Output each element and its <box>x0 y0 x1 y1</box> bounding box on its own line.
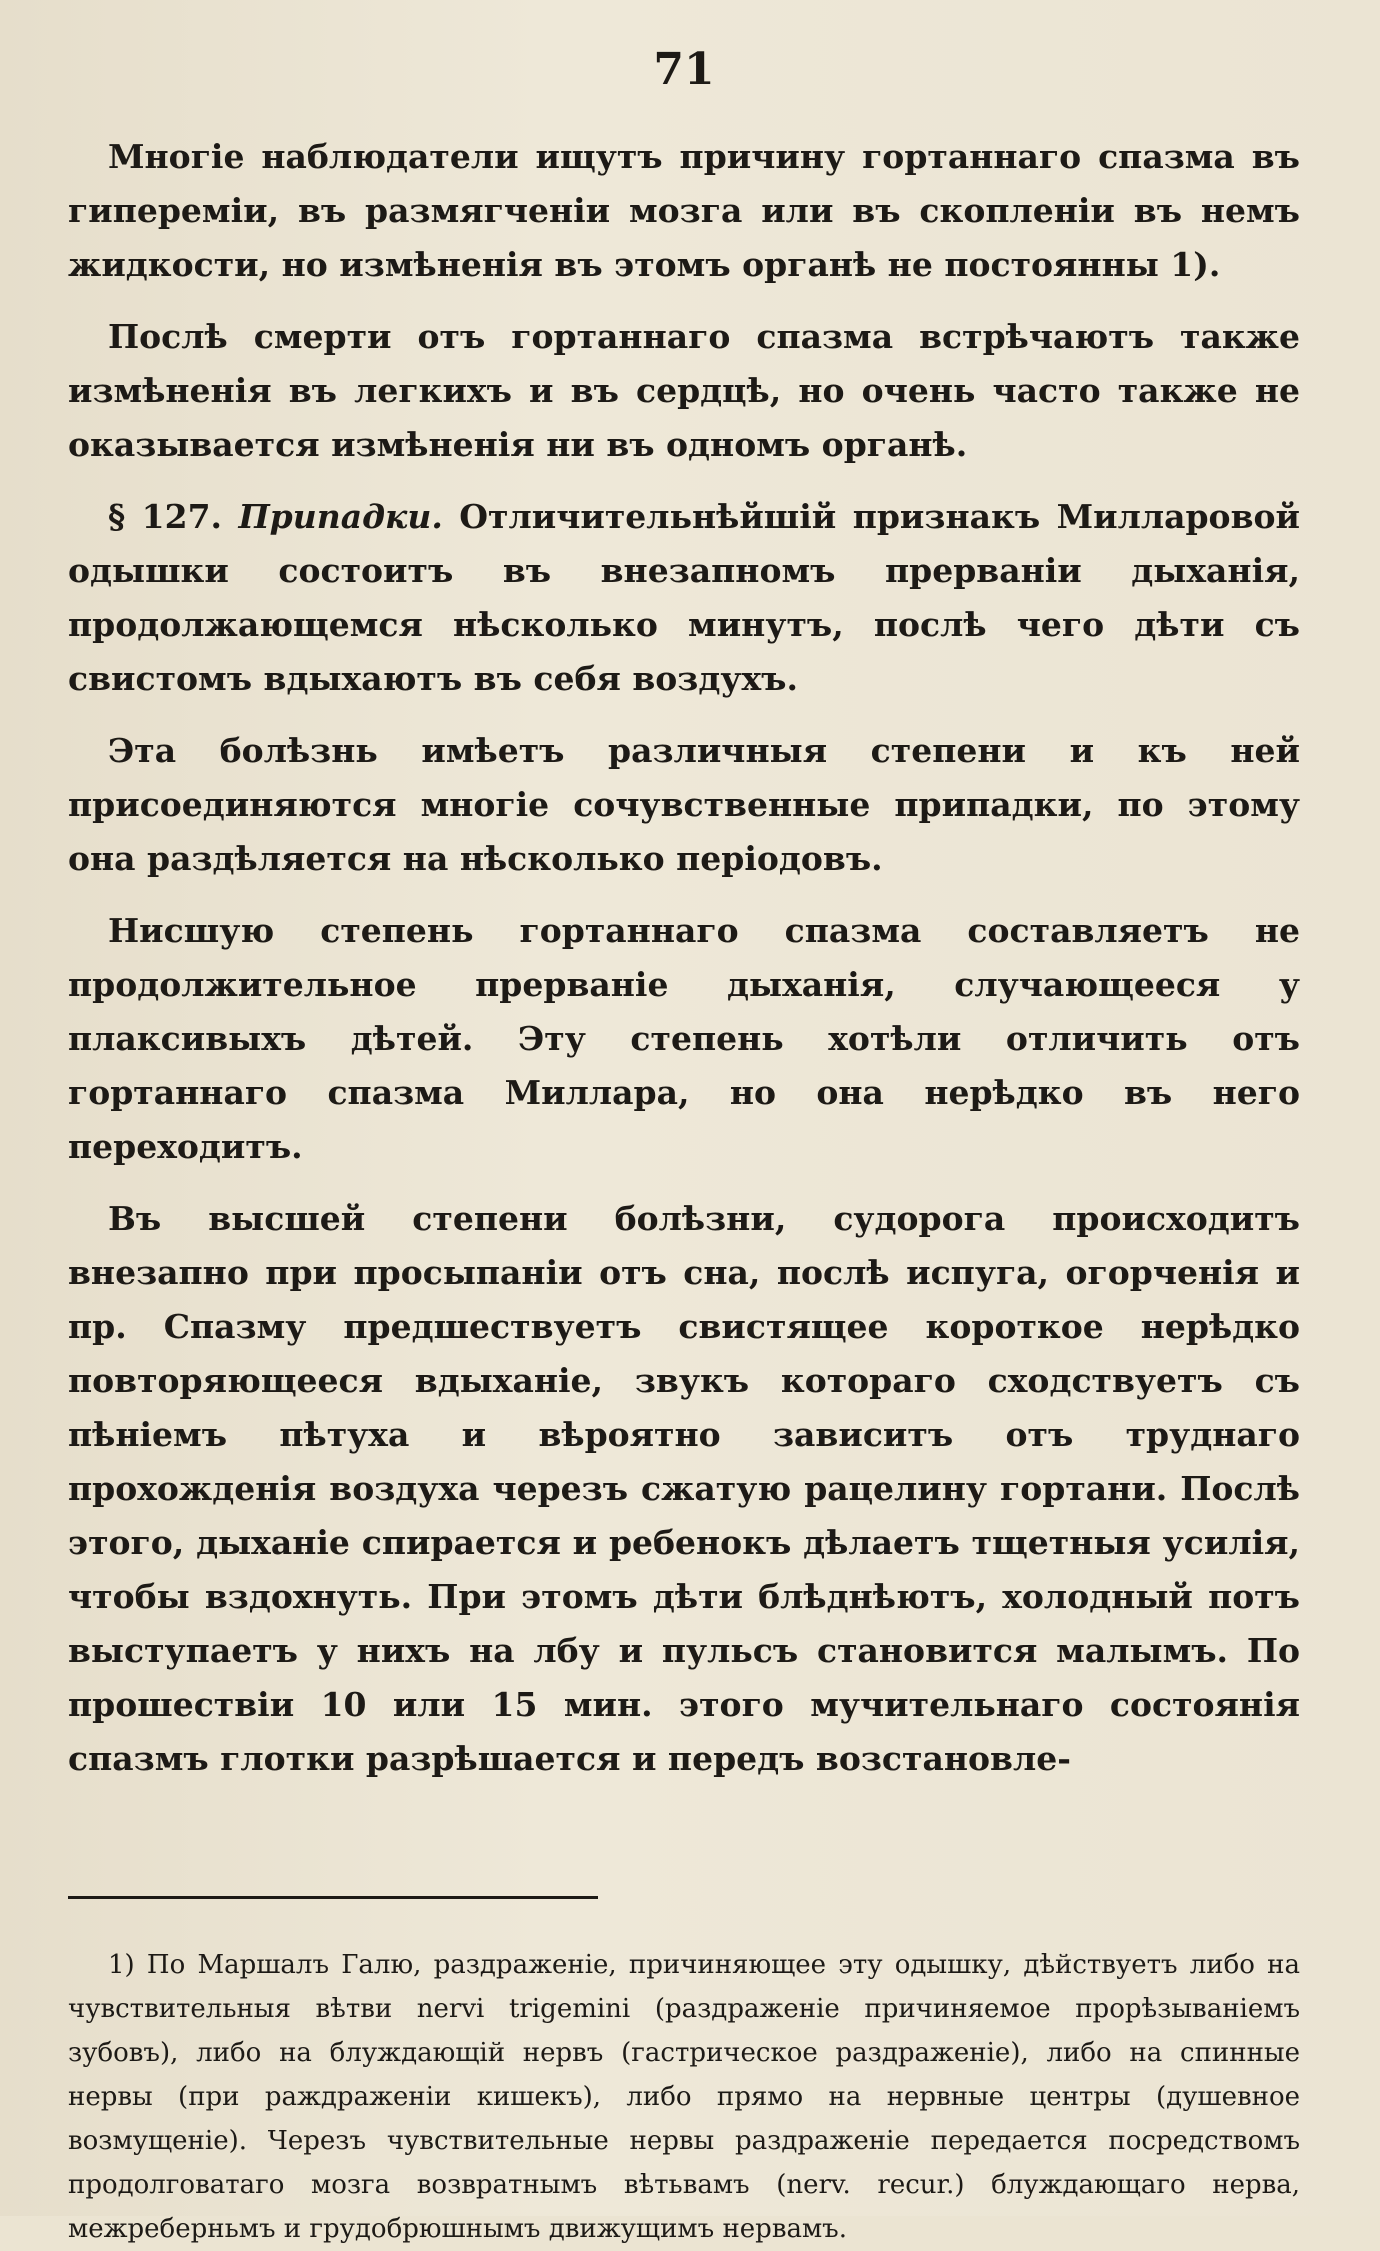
main-text <box>68 130 1300 1786</box>
footnote-divider <box>68 1896 598 1899</box>
paragraph: Эта болѣзнь имѣетъ различныя степени и къ ней присоединяются многіе сочувственные припадки, по этому она раздѣляется на нѣсколько перiодовъ. <box>68 731 1300 878</box>
footnote <box>68 1943 1300 2251</box>
paragraph: Нисшую степень гортаннаго спазма составляетъ не продолжительное прерваніе дыханія, случающееся у плаксивыхъ дѣтей. Эту степень хотѣли отличить отъ гортаннаго спазма Миллара, но она нерѣдко въ него переходитъ. <box>68 911 1300 1166</box>
section-paragraph <box>68 490 1300 706</box>
page-number: 71 <box>653 44 715 95</box>
paragraph: Послѣ смерти отъ гортаннаго спазма встрѣчаютъ также измѣненія въ легкихъ и въ сердцѣ, но очень часто также не оказывается измѣненія ни въ одномъ органѣ. <box>68 317 1300 464</box>
paragraph: Многіе наблюдатели ищутъ причину гортаннаго спазма въ гиперемiи, въ размягченiи мозга или въ скопленiи въ немъ жидкости, но измѣненія въ этомъ органѣ не постоянны 1). <box>68 137 1300 284</box>
footnote-text: 1) По Маршалъ Галю, раздраженіе, причиняющее эту одышку, дѣйствуетъ либо на чувствительныя вѣтви nervi trigemini (раздраженіе причиняемое прорѣзываніемъ зубовъ), либо на блуждающій нервъ (гастрическое раздраженіе), либо на спинные нервы (при раждраженіи кишекъ), либо прямо на нервные центры (душевное возмущеніе). Черезъ чувствительные нервы раздраженіе передается посредствомъ продолговатаго мозга возвратнымъ вѣтьвамъ (nerv. recur.) блуждающаго нерва, межреберньмъ и грудобрюшнымъ движущимъ нервамъ. <box>68 1950 1300 2244</box>
section-title: Припадки. <box>238 497 443 536</box>
section-text: Отличительнѣйшій признакъ Милларовой одышки состоитъ въ внезапномъ прерванiи дыханія, продолжающемся нѣсколько минутъ, послѣ чего дѣти съ свистомъ вдыхаютъ въ себя воздухъ. <box>68 497 1300 698</box>
paragraph: Въ высшей степени болѣзни, судорога происходитъ внезапно при просыпаніи отъ сна, послѣ испуга, огорченія и пр. Спазму предшествуетъ свистящее короткое нерѣдко повторяющееся вдыханіе, звукъ котораго сходствуетъ съ пѣніемъ пѣтуха и вѣроятно зависитъ отъ труднаго прохожденія воздуха черезъ сжатую рацелину гортани. Послѣ этого, дыханіе спирается и ребенокъ дѣлаетъ тщетныя усилія, чтобы вздохнуть. При этомъ дѣти блѣднѣютъ, холодный потъ выступаетъ у нихъ на лбу и пульсъ становится малымъ. По прошествіи 10 или 15 мин. этого мучительнаго состоянія спазмъ глотки разрѣшается и передъ возстановле- <box>68 1199 1300 1778</box>
section-number: § 127. <box>108 497 223 536</box>
